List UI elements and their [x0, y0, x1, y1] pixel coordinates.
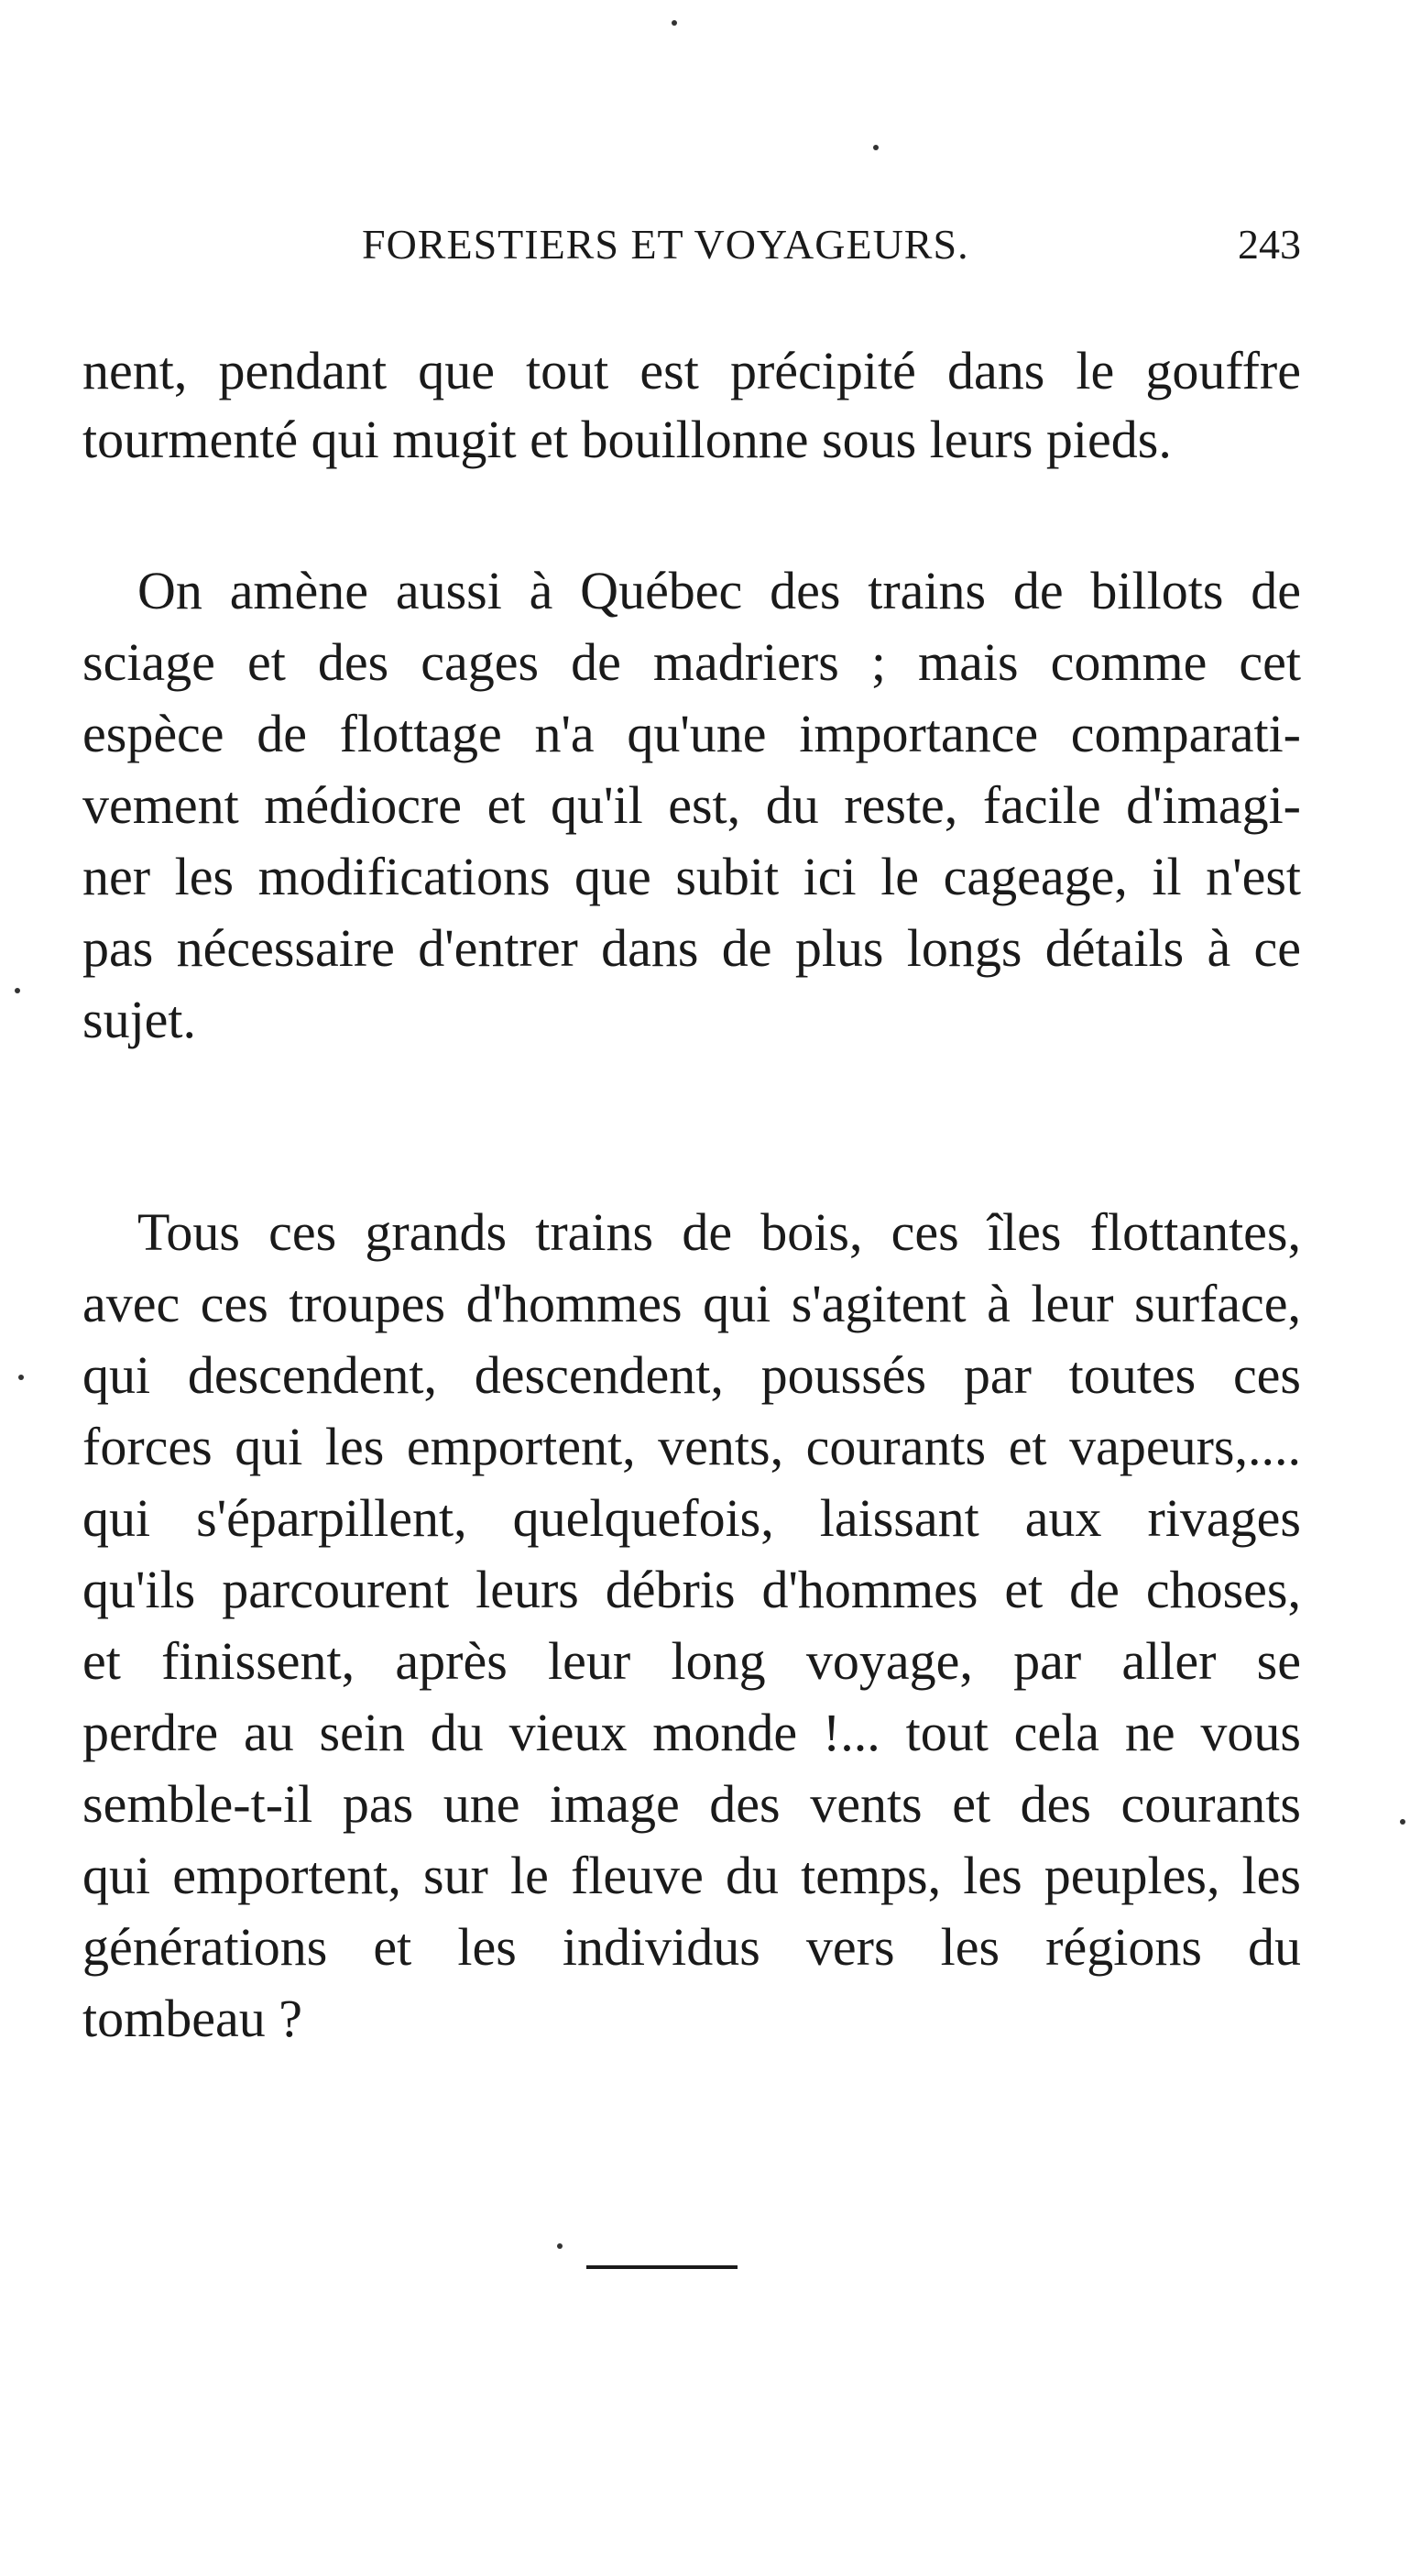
text-line: qu'ils parcourent leurs débris d'hommes et de choses,	[82, 1560, 1301, 1619]
print-speck	[672, 20, 677, 26]
page-number: 243	[1238, 221, 1301, 268]
text-line: ner les modifications que subit ici le cageage, il n'est	[82, 847, 1301, 906]
text-line: perdre au sein du vieux monde !... tout cela ne vous	[82, 1703, 1301, 1762]
text-line: qui emportent, sur le fleuve du temps, les peuples, les	[82, 1846, 1301, 1905]
text-line: avec ces troupes d'hommes qui s'agitent à leur surface,	[82, 1274, 1301, 1333]
text-line: semble-t-il pas une image des vents et des courants	[82, 1774, 1301, 1834]
text-line: tombeau ?	[82, 1989, 302, 2048]
print-speck	[1400, 1819, 1405, 1825]
text-line: et finissent, après leur long voyage, par aller se	[82, 1631, 1301, 1691]
text-line: forces qui les emportent, vents, courants et vapeurs,....	[82, 1417, 1301, 1476]
text-line: On amène aussi à Québec des trains de billots de	[137, 561, 1301, 620]
text-line: générations et les individus vers les régions du	[82, 1917, 1301, 1977]
text-line: tourmenté qui mugit et bouillonne sous leurs pieds.	[82, 410, 1172, 469]
text-line: qui descendent, descendent, poussés par toutes ces	[82, 1345, 1301, 1405]
page-header	[82, 220, 1301, 275]
text-line: pas nécessaire d'entrer dans de plus longs détails à ce	[82, 918, 1301, 978]
running-title: FORESTIERS ET VOYAGEURS.	[362, 221, 969, 268]
text-line: sciage et des cages de madriers ; mais comme cet	[82, 632, 1301, 692]
print-speck	[873, 145, 879, 150]
section-end-rule	[586, 2265, 738, 2269]
text-line: sujet.	[82, 990, 197, 1049]
text-line: vement médiocre et qu'il est, du reste, facile d'imagi-	[82, 775, 1301, 835]
print-speck	[557, 2243, 563, 2249]
text-line: nent, pendant que tout est précipité dans le gouffre	[82, 341, 1301, 400]
print-speck	[15, 988, 20, 993]
text-line: Tous ces grands trains de bois, ces îles flottantes,	[137, 1202, 1301, 1262]
print-speck	[18, 1375, 24, 1380]
text-line: espèce de flottage n'a qu'une importance comparati-	[82, 704, 1301, 763]
text-line: qui s'éparpillent, quelquefois, laissant aux rivages	[82, 1488, 1301, 1548]
